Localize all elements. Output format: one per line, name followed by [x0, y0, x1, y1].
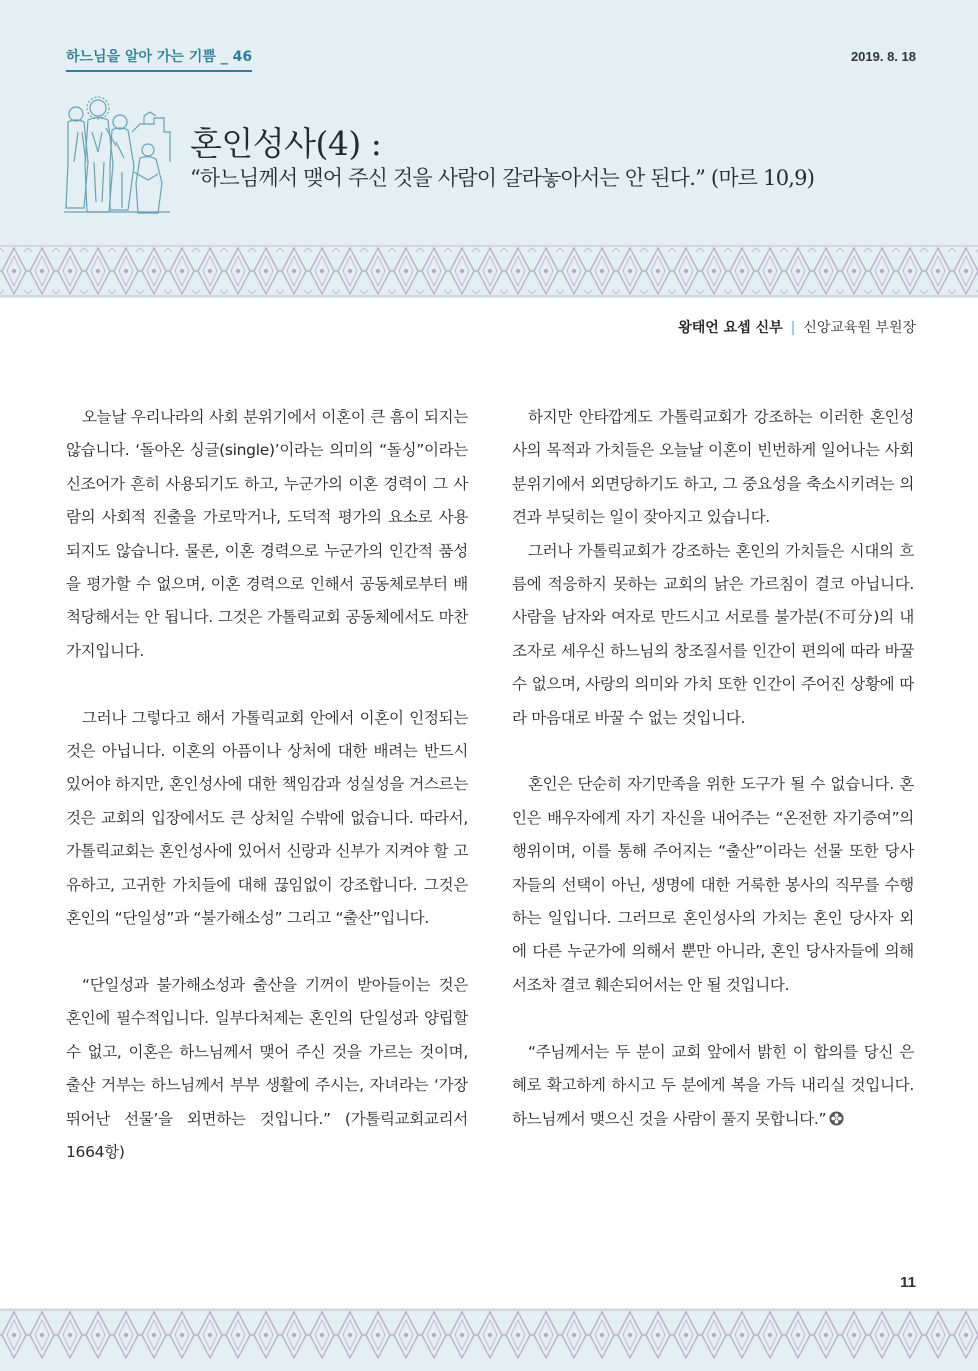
- article-subtitle: “하느님께서 맺어 주신 것을 사람이 갈라놓아서는 안 된다.” (마르 10,9): [190, 166, 815, 190]
- paragraph: 혼인은 단순히 자기만족을 위한 도구가 될 수 없습니다. 혼인은 배우자에게 자기 자신을 내어주는 “온전한 자기증여”의 행위이며, 이를 통해 주어지는 “출산”이라는 선물 또한 당사자들의 선택이 아닌, 생명에 대한 거룩한 봉사의 직무를 수행하는 일입니다. 그러므로 혼인성사의 가치는 혼인 당사자 외에 다른 누군가에 의해서 뿐만 아니라, 혼인 당사자들에 의해서조차 결코 훼손되어서는 안 될 것입니다.: [512, 775, 914, 994]
- rosette-end-mark-icon: [829, 1111, 844, 1126]
- issue-date: 2019. 8. 18: [850, 49, 916, 64]
- author-name: 왕태언 요셉 신부: [678, 320, 783, 336]
- byline-separator: |: [790, 320, 796, 336]
- body-column-left: [66, 401, 468, 1169]
- series-title: 하느님을 알아 가는 기쁨 _ 46: [66, 46, 252, 72]
- paragraph: “단일성과 불가해소성과 출산을 기꺼이 받아들이는 것은 혼인에 필수적입니다. 일부다처제는 혼인의 단일성과 양립할 수 없고, 이혼은 하느님께서 맺어 주신 것을 가르는 것이며, 출산 거부는 하느님께서 부부 생활에 주시는, 자녀라는 ‘가장 뛰어난 선물’을 외면하는 것입니다.” (가톨릭교회교리서 1664항): [66, 975, 468, 1161]
- article-title: 혼인성사(4) :: [190, 124, 382, 163]
- author-role: 신앙교육원 부원장: [803, 320, 916, 336]
- paragraph: 하지만 안타깝게도 가톨릭교회가 강조하는 이러한 혼인성사의 목적과 가치들은 오늘날 이혼이 빈번하게 일어나는 사회 분위기에서 외면당하기도 하고, 그 중요성을 축소시키려는 의견과 부딪히는 일이 잦아지고 있습니다.: [512, 408, 914, 527]
- lace-border-top: [0, 244, 978, 298]
- paragraph-last: [512, 1036, 914, 1136]
- page-number: 11: [900, 1274, 916, 1291]
- body-column-right: [512, 401, 914, 1136]
- paragraph: 그러나 가톨릭교회가 강조하는 혼인의 가치들은 시대의 흐름에 적응하지 못하는 교회의 낡은 가르침이 결코 아닙니다. 사람을 남자와 여자로 만드시고 서로를 불가분(不可分)의 내조자로 세우신 하느님의 창조질서를 인간이 편의에 따라 바꿀 수 없으며, 사랑의 의미와 가치 또한 인간이 주어진 상황에 따라 마음대로 바꿀 수 없는 것입니다.: [512, 541, 914, 727]
- paragraph: 오늘날 우리나라의 사회 분위기에서 이혼이 큰 흠이 되지는 않습니다. ‘돌아온 싱글(single)’이라는 의미의 “돌싱”이라는 신조어가 흔히 사용되기도 하고, 누군가의 이혼 경력이 그 사람의 사회적 진출을 가로막거나, 도덕적 평가의 요소로 사용되지도 않습니다. 물론, 이혼 경력으로 누군가의 인간적 품성을 평가할 수 없으며, 이혼 경력으로 인해서 공동체로부터 배척당해서는 안 됩니다. 그것은 가톨릭교회 공동체에서도 마찬가지입니다.: [66, 408, 468, 660]
- author-byline: [678, 317, 916, 337]
- paragraph: 그러나 그렇다고 해서 가톨릭교회 안에서 이혼이 인정되는 것은 아닙니다. 이혼의 아픔이나 상처에 대한 배려는 반드시 있어야 하지만, 혼인성사에 대한 책임감과 성실성을 거스르는 것은 교회의 입장에서도 큰 상처일 수밖에 없습니다. 따라서, 가톨릭교회는 혼인성사에 있어서 신랑과 신부가 지켜야 할 고유하고, 고귀한 가치들에 대해 끊임없이 강조합니다. 그것은 혼인의 “단일성”과 “불가해소성” 그리고 “출산”입니다.: [66, 708, 468, 928]
- paragraph-text: “주님께서는 두 분이 교회 앞에서 밝힌 이 합의를 당신 은혜로 확고하게 하시고 두 분에게 복을 가득 내리실 것입니다. 하느님께서 맺으신 것을 사람이 풀지 못합니다.”: [512, 1042, 914, 1128]
- jesus-with-disciples-illustration: [62, 92, 174, 216]
- lace-border-bottom: [0, 1308, 978, 1371]
